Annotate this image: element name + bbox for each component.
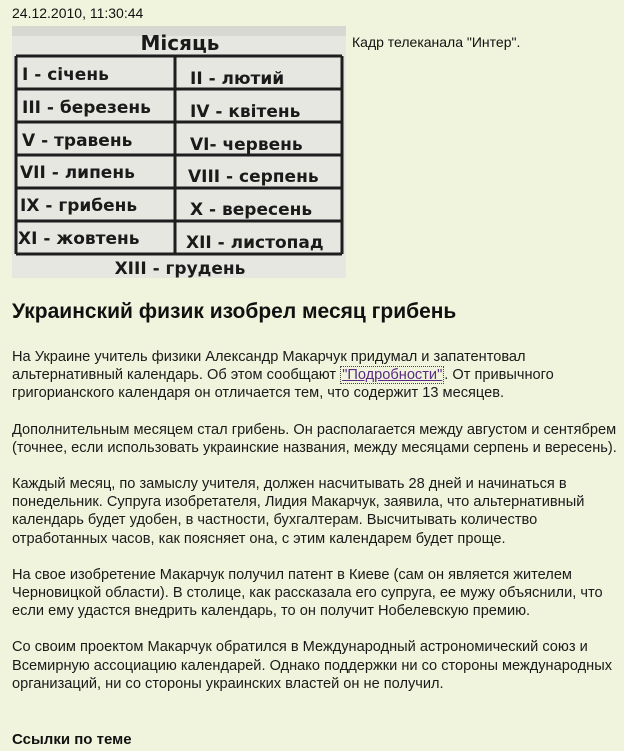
article-headline: Украинский физик изобрел месяц грибень [12,300,457,323]
article-timestamp: 24.12.2010, 11:30:44 [12,5,144,21]
month-cell: III - березень [22,98,151,118]
paragraph-5: Со своим проектом Макарчук обратился в Международный астрономический союз и Всемирную ассоциацию календарей. Однако поддержки ни со стороны международных организаций, ни со стороны украинских властей он не получил. [12,639,613,692]
paragraph-4: На свое изобретение Макарчук получил патент в Киеве (сам он является жителем Черновицкой области). В столице, как рассказала его супруга, ее мужу объяснили, что если ему удастся внедрить календарь, то он получит Нобелевскую премию. [12,566,603,620]
source-link-podrobnosti[interactable]: "Подробности" [342,367,443,384]
table-header: Місяць [140,31,220,55]
month-cell: XII - листопад [186,233,324,253]
paragraph-2: Дополнительным месяцем стал грибень. Он располагается между августом и сентябрем (точнее, если использовать украинские названия, между месяцами серпень и вересень). [12,421,617,456]
article-body [12,348,624,711]
paragraph-1: На Украине учитель физики Александр Макарчук придумал и запатентовал альтернативный календарь. Об этом сообщают "Подробности" . От привычного григорианского календаря он отличается тем, что содержит 13 месяцев. [12,349,554,402]
month-cell: VI- червень [190,135,303,155]
photo-caption: Кадр телеканала "Интер". [352,34,521,50]
month-cell: X - вересень [190,200,313,220]
month-cell: VII - липень [20,163,135,183]
paragraph-3: Каждый месяц, по замыслу учителя, должен насчитывать 28 дней и начинаться в понедельник. Супруга изобретателя, Лидия Макарчук, заявила, что альтернативный календарь будет удобен, в частности, бухгалтерам. Высчитывать количество отработанных часов, как поясняет она, с этим календарем будет проще. [12,476,585,547]
month-cell: IV - квітень [190,102,301,122]
related-links-heading: Ссылки по теме [12,731,132,748]
months-table-image [12,26,346,278]
calendar-photo [12,26,346,278]
month-cell: VIII - серпень [188,167,319,187]
month-cell: II - лютий [190,69,285,89]
month-cell-last: XIII - грудень [114,259,246,278]
month-cell: IX - грибень [20,196,138,216]
month-cell: XI - жовтень [18,229,140,249]
month-cell: V - травень [22,131,133,151]
month-cell: I - січень [22,65,109,85]
